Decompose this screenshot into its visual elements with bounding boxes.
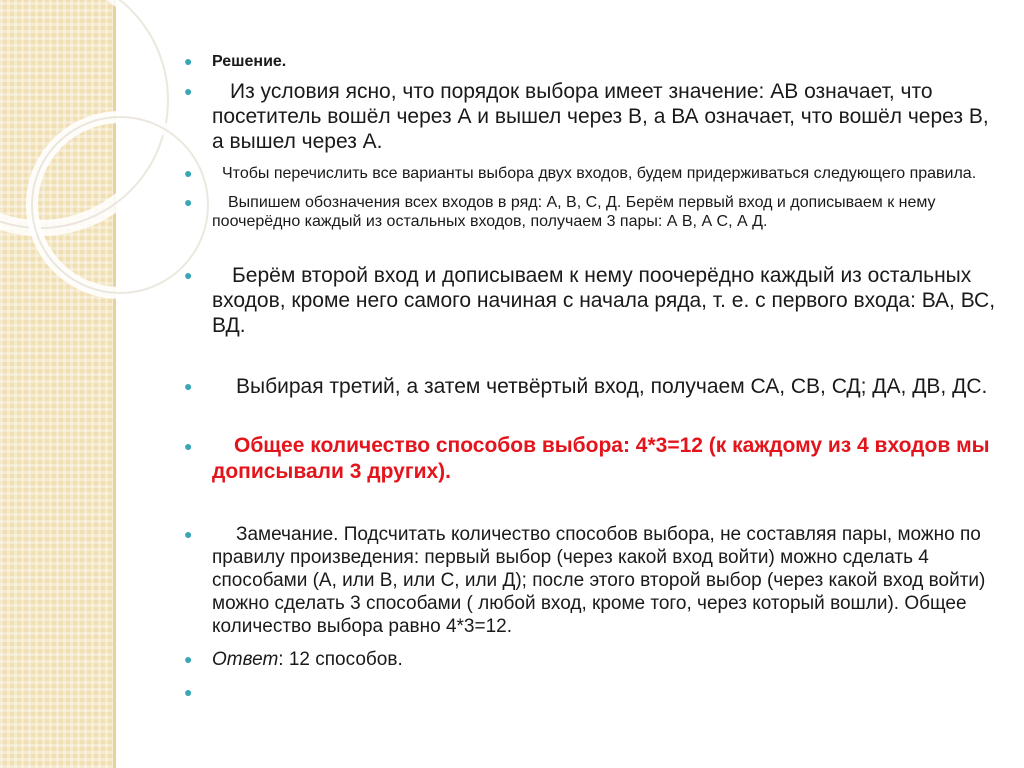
list-item-first-entry: [184, 193, 996, 231]
item-text: Берём второй вход и дописываем к нему поочерёдно каждый из остальных входов, кроме него самого начиная с начала ряда, т. е. с первого входа: ВА, ВС, ВД.: [212, 264, 996, 337]
list-item-answer: [184, 648, 996, 671]
bullet-icon: ●: [184, 684, 193, 700]
list-item-empty: [184, 681, 996, 704]
list-item-rule: [184, 164, 996, 183]
bullet-icon: ●: [184, 194, 193, 210]
bullet-icon: ●: [184, 53, 193, 69]
solution-heading: Решение.: [212, 53, 287, 70]
item-text: Выпишем обозначения всех входов в ряд: А, В, С, Д. Берём первый вход и дописываем к нему поочерёдно каждый из остальных входов, получаем 3 пары: А В, А С, А Д.: [212, 194, 936, 230]
bullet-icon: ●: [184, 438, 193, 454]
bullet-icon: ●: [184, 378, 193, 394]
item-text: Выбирая третий, а затем четвёртый вход, получаем СА, СВ, СД; ДА, ДВ, ДС.: [236, 375, 988, 398]
item-text: Из условия ясно, что порядок выбора имеет значение: АВ означает, что посетитель вошёл через А и вышел через В, а ВА означает, что вошёл через В, а вышел через А.: [212, 80, 989, 153]
list-item-third-fourth: [184, 374, 996, 399]
slide-content: [184, 46, 996, 704]
list-item-solution: [184, 52, 996, 71]
bullet-icon: ●: [184, 651, 193, 667]
list-item-order: [184, 79, 996, 154]
bullet-icon: ●: [184, 83, 193, 99]
answer-text: : 12 способов.: [278, 649, 403, 670]
list-item-remark: [184, 523, 996, 638]
bullet-icon: ●: [184, 267, 193, 283]
bullet-icon: ●: [184, 526, 193, 542]
list-item-total: [184, 433, 996, 485]
total-count-text: Общее количество способов выбора: 4*3=12 (к каждому из 4 входов мы дописывали 3 других).: [212, 434, 990, 483]
list-item-second-entry: [184, 263, 996, 338]
bullet-icon: ●: [184, 165, 193, 181]
answer-label: Ответ: [212, 649, 279, 670]
item-text: Замечание. Подсчитать количество способов выбора, не составляя пары, можно по правилу произведения: первый выбор (через какой вход войти) можно сделать 4 способами (А, или В, или С, или Д); после этого второй выбор (через какой вход войти) можно сделать 3 способами ( любой вход, кроме того, через который вошли). Общее количество выбора равно 4*3=12.: [212, 524, 986, 637]
item-text: Чтобы перечислить все варианты выбора двух входов, будем придерживаться следующего правила.: [222, 165, 977, 182]
